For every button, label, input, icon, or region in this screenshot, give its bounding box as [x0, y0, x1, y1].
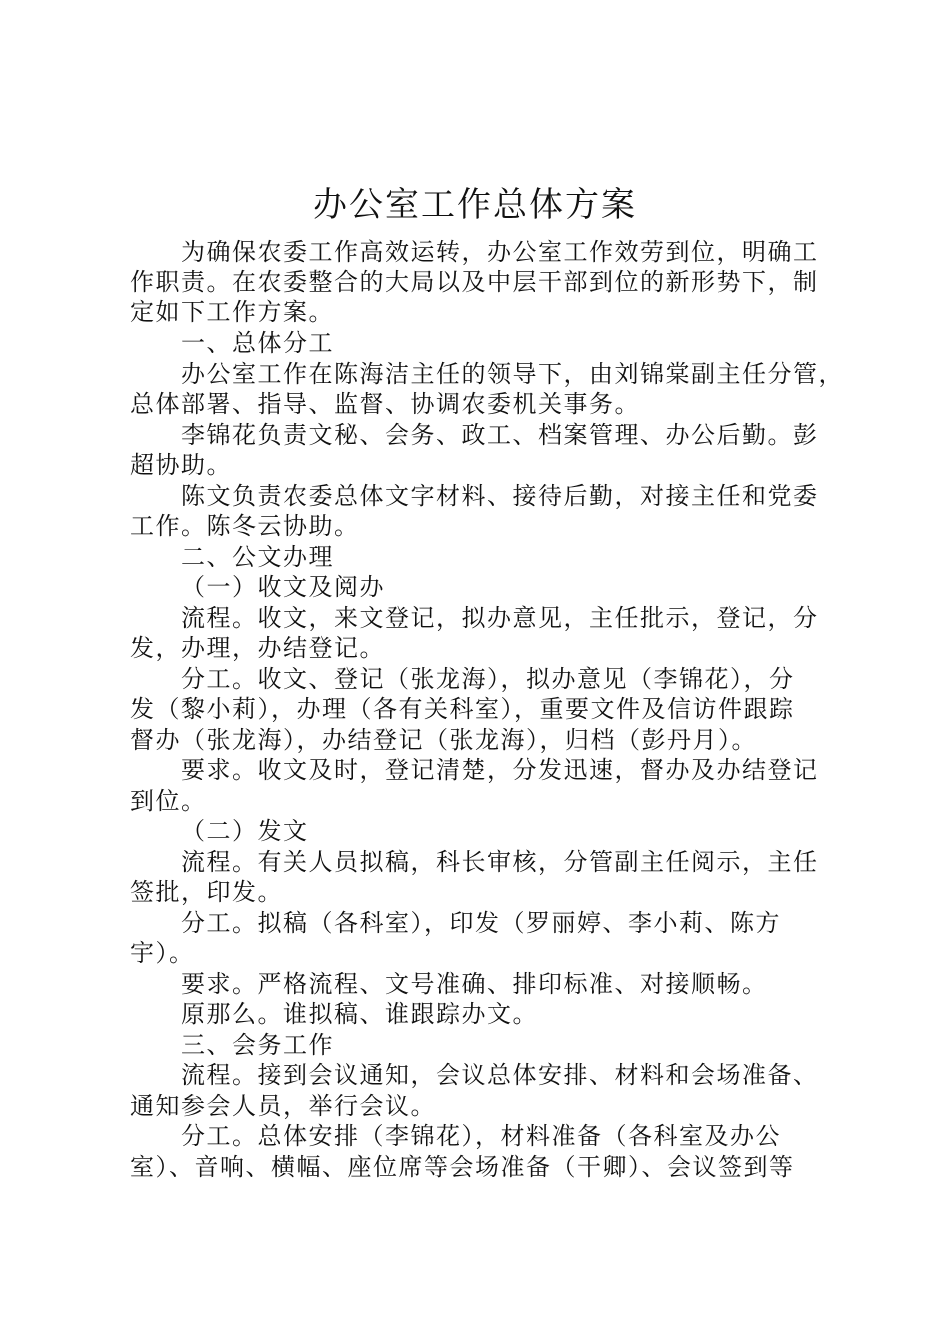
paragraph-line: 分工。收文、登记（张龙海），拟办意见（李锦花），分: [181, 665, 795, 693]
paragraph-line: 流程。有关人员拟稿，科长审核，分管副主任阅示，主任: [181, 848, 819, 876]
paragraph-line: 原那么。谁拟稿、谁跟踪办文。: [181, 1000, 538, 1028]
paragraph-line: 宇）。: [130, 939, 195, 967]
paragraph-line: 超协助。: [130, 451, 232, 479]
paragraph-line: 室）、音响、横幅、座位席等会场准备（干卿）、会议签到等: [130, 1153, 795, 1181]
section-heading: 一、总体分工: [181, 329, 334, 357]
paragraph-line: 分工。总体安排（李锦花），材料准备（各科室及办公: [181, 1122, 781, 1150]
paragraph-line: 定如下工作方案。: [130, 298, 334, 326]
paragraph-line: 督办（张龙海），办结登记（张龙海），归档（彭丹月）。: [130, 726, 757, 754]
section-heading: 二、公文办理: [181, 543, 334, 571]
paragraph-line: 为确保农委工作高效运转，办公室工作效劳到位，明确工: [181, 238, 819, 266]
paragraph-line: 陈文负责农委总体文字材料、接待后勤，对接主任和党委: [181, 482, 819, 510]
paragraph-line: 流程。收文，来文登记，拟办意见，主任批示，登记，分: [181, 604, 819, 632]
paragraph-line: 办公室工作在陈海洁主任的领导下，由刘锦棠副主任分管，: [181, 360, 844, 388]
paragraph-line: 发，办理，办结登记。: [130, 634, 385, 662]
paragraph-line: 总体部署、指导、监督、协调农委机关事务。: [130, 390, 640, 418]
paragraph-line: 流程。接到会议通知，会议总体安排、材料和会场准备、: [181, 1061, 819, 1089]
paragraph-line: 要求。收文及时，登记清楚，分发迅速，督办及办结登记: [181, 756, 819, 784]
subsection-heading: （一）收文及阅办: [181, 573, 385, 601]
paragraph-line: 发（黎小莉），办理（各有关科室），重要文件及信访件跟踪: [130, 695, 795, 723]
paragraph-line: 作职责。在农委整合的大局以及中层干部到位的新形势下，制: [130, 268, 819, 296]
subsection-heading: （二）发文: [181, 817, 309, 845]
paragraph-line: 工作。陈冬云协助。: [130, 512, 360, 540]
document-title: 办公室工作总体方案: [313, 185, 637, 225]
paragraph-line: 通知参会人员，举行会议。: [130, 1092, 436, 1120]
paragraph-line: 要求。严格流程、文号准确、排印标准、对接顺畅。: [181, 970, 768, 998]
section-heading: 三、会务工作: [181, 1031, 334, 1059]
paragraph-line: 签批，印发。: [130, 878, 283, 906]
paragraph-line: 到位。: [130, 787, 207, 815]
paragraph-line: 李锦花负责文秘、会务、政工、档案管理、办公后勤。彭: [181, 421, 819, 449]
paragraph-line: 分工。拟稿（各科室），印发（罗丽婷、李小莉、陈方: [181, 909, 781, 937]
